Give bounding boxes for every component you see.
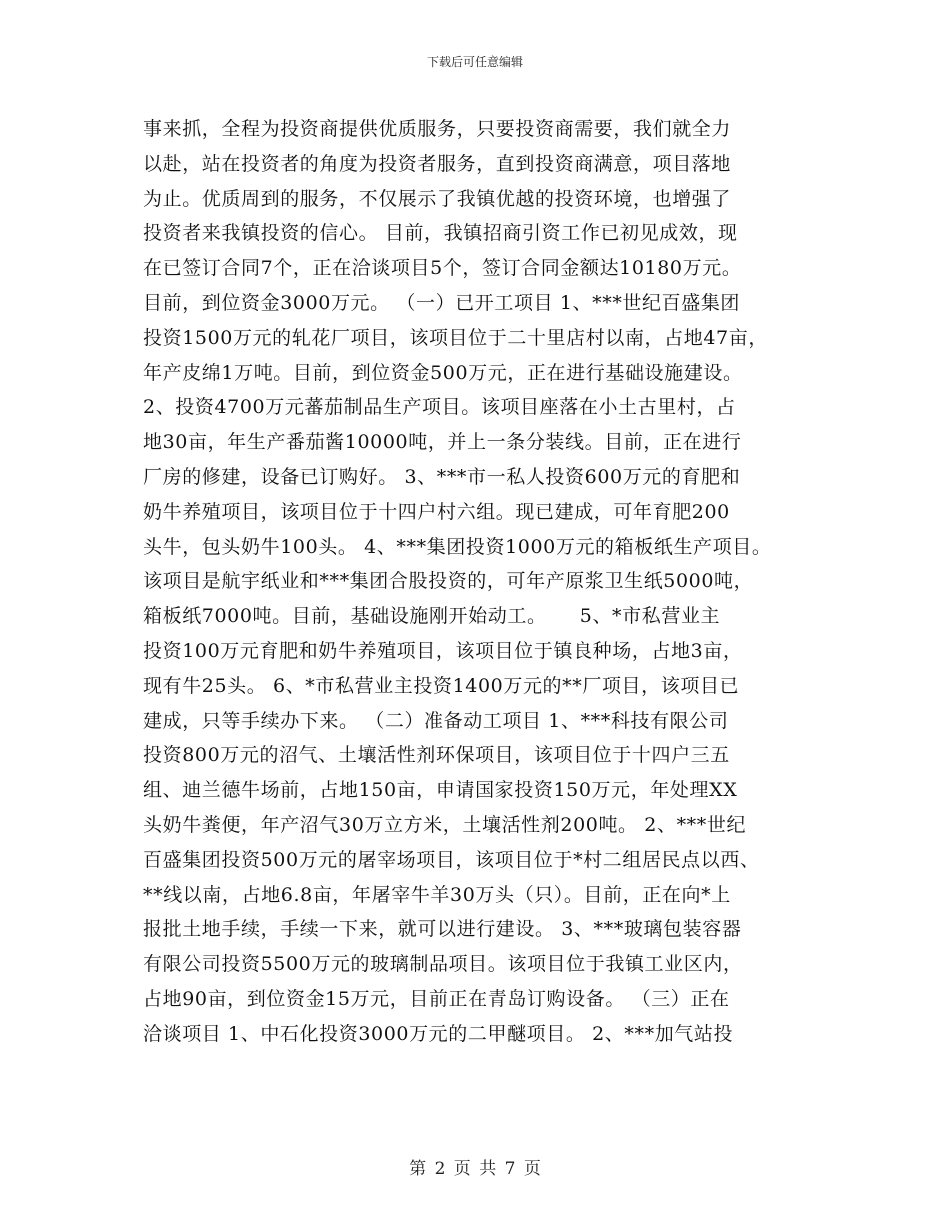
text-line: 该项目是航宇纸业和***集团合股投资的，可年产原浆卫生纸5000吨， <box>143 570 754 593</box>
text-line: 占地90亩，到位资金15万元，目前正在青岛订购设备。 （三）正在 <box>143 987 730 1010</box>
text-line: 2、投资4700万元蕃茄制品生产项目。该项目座落在小土古里村，占 <box>143 396 736 419</box>
text-line: 投资1500万元的轧花厂项目，该项目位于二十里店村以南，占地47亩， <box>143 326 768 349</box>
text-line: 厂房的修建，设备已订购好。 3、***市一私人投资600万元的育肥和 <box>143 465 741 488</box>
text-line: 洽谈项目 1、中石化投资3000万元的二甲醚项目。 2、***加气站投 <box>143 1022 734 1045</box>
page-header: 下载后可任意编辑 <box>426 55 523 69</box>
page-footer: 第 2 页 共 7 页 <box>409 1159 541 1179</box>
text-line: 目前，到位资金3000万元。 （一）已开工项目 1、***世纪百盛集团 <box>143 291 741 314</box>
text-line: 年产皮绵1万吨。目前，到位资金500万元，正在进行基础设施建设。 <box>143 361 743 384</box>
text-line: **线以南，占地6.8亩，年屠宰牛羊30万头（只）。目前，正在向*上 <box>143 883 731 906</box>
text-line: 头牛，包头奶牛100头。 4、***集团投资1000万元的箱板纸生产项目。 <box>143 535 772 558</box>
text-line: 现有牛25头。 6、*市私营业主投资1400万元的**厂项目，该项目已 <box>143 674 740 697</box>
text-line: 投资100万元育肥和奶牛养殖项目，该项目位于镇良种场，占地3亩， <box>143 639 743 662</box>
text-line: 箱板纸7000吨。目前，基础设施刚开始动工。 5、*市私营业主 <box>143 605 721 628</box>
text-line: 奶牛养殖项目，该项目位于十四户村六组。现已建成，可年育肥200 <box>143 500 730 523</box>
text-line: 头奶牛粪便，年产沼气30万立方米，土壤活性剂200吨。 2、***世纪 <box>143 813 747 836</box>
text-line: 投资800万元的沼气、土壤活性剂环保项目，该项目位于十四户三五 <box>143 744 730 767</box>
text-line: 百盛集团投资500万元的屠宰场项目，该项目位于*村二组居民点以西、 <box>143 848 760 871</box>
text-line: 报批土地手续，手续一下来，就可以进行建设。 3、***玻璃包装容器 <box>143 918 742 941</box>
text-line: 在已签订合同7个，正在洽谈项目5个，签订合同金额达10180万元。 <box>143 257 742 280</box>
text-line: 以赴，站在投资者的角度为投资者服务，直到投资商满意，项目落地 <box>143 152 732 175</box>
text-line: 为止。优质周到的服务，不仅展示了我镇优越的投资环境，也增强了 <box>143 187 732 210</box>
text-line: 建成，只等手续办下来。 （二）准备动工项目 1、***科技有限公司 <box>143 709 729 732</box>
text-line: 有限公司投资5500万元的玻璃制品项目。该项目位于我镇工业区内， <box>143 953 743 976</box>
text-line: 组、迪兰德牛场前，占地150亩，申请国家投资150万元，年处理XX <box>143 779 738 802</box>
document-body <box>143 112 833 1052</box>
text-line: 事来抓，全程为投资商提供优质服务，只要投资商需要，我们就全力 <box>143 118 732 140</box>
text-line: 地30亩，年生产番茄酱10000吨，并上一条分装线。目前，正在进行 <box>143 431 742 454</box>
text-line: 投资者来我镇投资的信心。 目前，我镇招商引资工作已初见成效，现 <box>143 222 738 245</box>
